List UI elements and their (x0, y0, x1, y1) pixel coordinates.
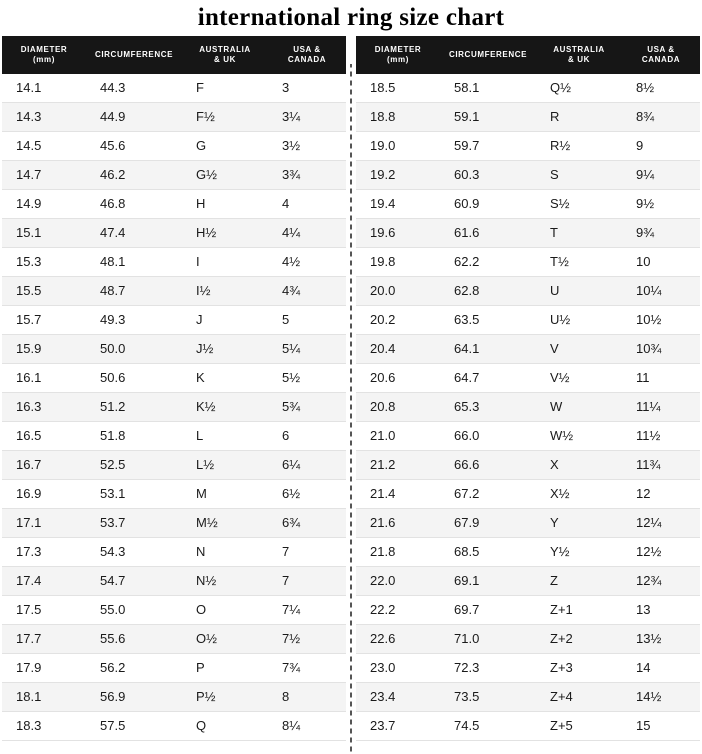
left-table-body (2, 74, 346, 741)
cell-diameter: 15.1 (2, 219, 86, 248)
cell-circumference: 73.5 (440, 683, 536, 712)
right-col-header-australia-uk (536, 36, 622, 74)
cell-circumference: 46.8 (86, 190, 182, 219)
cell-usa-canada: 4¼ (268, 219, 346, 248)
cell-usa-canada: 14 (622, 654, 700, 683)
cell-circumference: 62.2 (440, 248, 536, 277)
cell-circumference: 47.4 (86, 219, 182, 248)
table-row (356, 364, 700, 393)
cell-australia-uk: M (182, 480, 268, 509)
cell-circumference: 55.6 (86, 625, 182, 654)
cell-usa-canada: 5¼ (268, 335, 346, 364)
cell-circumference: 59.1 (440, 103, 536, 132)
cell-diameter: 21.2 (356, 451, 440, 480)
cell-usa-canada: 13½ (622, 625, 700, 654)
cell-diameter: 18.3 (2, 712, 86, 741)
cell-diameter: 16.5 (2, 422, 86, 451)
table-row (356, 190, 700, 219)
cell-australia-uk: S (536, 161, 622, 190)
cell-circumference: 45.6 (86, 132, 182, 161)
cell-usa-canada: 9 (622, 132, 700, 161)
table-row (356, 654, 700, 683)
cell-circumference: 74.5 (440, 712, 536, 741)
left-col-header-usa-canada-line1: USA & (293, 45, 321, 54)
cell-australia-uk: P½ (182, 683, 268, 712)
cell-diameter: 14.5 (2, 132, 86, 161)
cell-circumference: 69.1 (440, 567, 536, 596)
left-col-header-usa-canada-line2: CANADA (287, 55, 327, 64)
cell-australia-uk: Y (536, 509, 622, 538)
table-row (2, 422, 346, 451)
table-row (356, 509, 700, 538)
cell-circumference: 65.3 (440, 393, 536, 422)
cell-circumference: 58.1 (440, 74, 536, 103)
right-col-header-circumference (440, 36, 536, 74)
cell-usa-canada: 4 (268, 190, 346, 219)
cell-usa-canada: 9¼ (622, 161, 700, 190)
cell-circumference: 66.0 (440, 422, 536, 451)
cell-australia-uk: I (182, 248, 268, 277)
left-size-table (2, 36, 346, 741)
cell-circumference: 48.7 (86, 277, 182, 306)
divider-line (350, 64, 352, 754)
cell-diameter: 16.3 (2, 393, 86, 422)
cell-australia-uk: J½ (182, 335, 268, 364)
cell-australia-uk: U (536, 277, 622, 306)
cell-circumference: 64.1 (440, 335, 536, 364)
left-col-header-circumference-line1: CIRCUMFERENCE (94, 50, 174, 59)
cell-usa-canada: 15 (622, 712, 700, 741)
table-row (2, 306, 346, 335)
right-col-header-circumference-line1: CIRCUMFERENCE (448, 50, 528, 59)
cell-australia-uk: Z+2 (536, 625, 622, 654)
cell-australia-uk: H (182, 190, 268, 219)
cell-circumference: 61.6 (440, 219, 536, 248)
cell-circumference: 57.5 (86, 712, 182, 741)
table-row (2, 538, 346, 567)
cell-circumference: 56.2 (86, 654, 182, 683)
cell-australia-uk: O½ (182, 625, 268, 654)
table-row (356, 161, 700, 190)
cell-circumference: 60.9 (440, 190, 536, 219)
right-col-header-diameter (356, 36, 440, 74)
cell-diameter: 18.5 (356, 74, 440, 103)
left-col-header-diameter (2, 36, 86, 74)
left-col-header-australia-uk-line2: & UK (214, 55, 236, 64)
cell-circumference: 56.9 (86, 683, 182, 712)
table-row (2, 74, 346, 103)
cell-usa-canada: 12 (622, 480, 700, 509)
page-title: international ring size chart (197, 4, 505, 31)
cell-diameter: 20.6 (356, 364, 440, 393)
cell-diameter: 17.3 (2, 538, 86, 567)
cell-diameter: 16.1 (2, 364, 86, 393)
cell-usa-canada: 4¾ (268, 277, 346, 306)
cell-australia-uk: L (182, 422, 268, 451)
cell-australia-uk: G½ (182, 161, 268, 190)
table-row (356, 451, 700, 480)
table-row (2, 451, 346, 480)
table-row (2, 625, 346, 654)
cell-usa-canada: 3¾ (268, 161, 346, 190)
cell-australia-uk: X (536, 451, 622, 480)
cell-australia-uk: F½ (182, 103, 268, 132)
cell-diameter: 14.3 (2, 103, 86, 132)
cell-diameter: 17.9 (2, 654, 86, 683)
cell-circumference: 51.8 (86, 422, 182, 451)
cell-australia-uk: K (182, 364, 268, 393)
cell-usa-canada: 14½ (622, 683, 700, 712)
cell-diameter: 15.7 (2, 306, 86, 335)
cell-diameter: 22.6 (356, 625, 440, 654)
table-row (356, 219, 700, 248)
table-row (356, 74, 700, 103)
cell-circumference: 72.3 (440, 654, 536, 683)
cell-usa-canada: 7½ (268, 625, 346, 654)
cell-circumference: 59.7 (440, 132, 536, 161)
table-row (356, 248, 700, 277)
left-table-wrap (2, 36, 346, 741)
cell-circumference: 54.3 (86, 538, 182, 567)
cell-diameter: 17.5 (2, 596, 86, 625)
cell-usa-canada: 5¾ (268, 393, 346, 422)
vertical-divider (347, 36, 355, 754)
cell-diameter: 20.4 (356, 335, 440, 364)
cell-diameter: 14.1 (2, 74, 86, 103)
cell-usa-canada: 12¾ (622, 567, 700, 596)
table-row (356, 393, 700, 422)
cell-australia-uk: Q½ (536, 74, 622, 103)
cell-usa-canada: 6¾ (268, 509, 346, 538)
cell-usa-canada: 7 (268, 538, 346, 567)
table-row (356, 335, 700, 364)
table-row (2, 190, 346, 219)
cell-australia-uk: L½ (182, 451, 268, 480)
cell-diameter: 14.7 (2, 161, 86, 190)
left-col-header-diameter-line1: DIAMETER (20, 45, 68, 54)
cell-usa-canada: 11¼ (622, 393, 700, 422)
cell-circumference: 49.3 (86, 306, 182, 335)
cell-diameter: 18.8 (356, 103, 440, 132)
table-row (2, 161, 346, 190)
cell-diameter: 17.1 (2, 509, 86, 538)
cell-circumference: 52.5 (86, 451, 182, 480)
cell-diameter: 22.0 (356, 567, 440, 596)
table-row (356, 422, 700, 451)
cell-diameter: 19.8 (356, 248, 440, 277)
cell-usa-canada: 12¼ (622, 509, 700, 538)
cell-circumference: 46.2 (86, 161, 182, 190)
table-row (2, 364, 346, 393)
cell-usa-canada: 10½ (622, 306, 700, 335)
table-row (356, 103, 700, 132)
cell-circumference: 67.2 (440, 480, 536, 509)
left-col-header-usa-canada (268, 36, 346, 74)
cell-usa-canada: 10¾ (622, 335, 700, 364)
table-row (2, 132, 346, 161)
cell-usa-canada: 3 (268, 74, 346, 103)
cell-diameter: 21.0 (356, 422, 440, 451)
cell-diameter: 23.0 (356, 654, 440, 683)
cell-diameter: 21.8 (356, 538, 440, 567)
cell-usa-canada: 3½ (268, 132, 346, 161)
cell-usa-canada: 3¼ (268, 103, 346, 132)
right-col-header-australia-uk-line2: & UK (568, 55, 590, 64)
table-row (356, 567, 700, 596)
table-row (2, 277, 346, 306)
table-row (356, 596, 700, 625)
cell-circumference: 69.7 (440, 596, 536, 625)
cell-australia-uk: Z+3 (536, 654, 622, 683)
cell-australia-uk: J (182, 306, 268, 335)
cell-australia-uk: Z+1 (536, 596, 622, 625)
cell-usa-canada: 7 (268, 567, 346, 596)
cell-usa-canada: 10¼ (622, 277, 700, 306)
table-row (356, 132, 700, 161)
cell-australia-uk: Y½ (536, 538, 622, 567)
cell-diameter: 17.7 (2, 625, 86, 654)
cell-usa-canada: 13 (622, 596, 700, 625)
cell-diameter: 21.4 (356, 480, 440, 509)
cell-australia-uk: Z+5 (536, 712, 622, 741)
right-col-header-usa-canada-line2: CANADA (641, 55, 681, 64)
table-row (2, 567, 346, 596)
cell-circumference: 64.7 (440, 364, 536, 393)
cell-australia-uk: V½ (536, 364, 622, 393)
cell-australia-uk: W (536, 393, 622, 422)
cell-diameter: 19.2 (356, 161, 440, 190)
cell-circumference: 63.5 (440, 306, 536, 335)
table-row (356, 277, 700, 306)
cell-circumference: 71.0 (440, 625, 536, 654)
right-size-table (356, 36, 700, 741)
cell-australia-uk: X½ (536, 480, 622, 509)
cell-australia-uk: S½ (536, 190, 622, 219)
cell-circumference: 50.0 (86, 335, 182, 364)
cell-australia-uk: R (536, 103, 622, 132)
cell-usa-canada: 11½ (622, 422, 700, 451)
right-col-header-usa-canada-line1: USA & (647, 45, 675, 54)
table-row (356, 683, 700, 712)
cell-australia-uk: I½ (182, 277, 268, 306)
cell-australia-uk: Q (182, 712, 268, 741)
cell-australia-uk: N½ (182, 567, 268, 596)
table-row (2, 683, 346, 712)
cell-australia-uk: N (182, 538, 268, 567)
cell-circumference: 44.3 (86, 74, 182, 103)
left-col-header-australia-uk (182, 36, 268, 74)
cell-circumference: 54.7 (86, 567, 182, 596)
left-col-header-australia-uk-line1: AUSTRALIA (199, 45, 251, 54)
cell-diameter: 16.9 (2, 480, 86, 509)
cell-australia-uk: W½ (536, 422, 622, 451)
cell-usa-canada: 8½ (622, 74, 700, 103)
cell-diameter: 20.8 (356, 393, 440, 422)
table-row (356, 480, 700, 509)
cell-australia-uk: K½ (182, 393, 268, 422)
cell-usa-canada: 5½ (268, 364, 346, 393)
cell-circumference: 48.1 (86, 248, 182, 277)
table-row (356, 306, 700, 335)
left-table-head (2, 36, 346, 74)
cell-usa-canada: 12½ (622, 538, 700, 567)
cell-australia-uk: O (182, 596, 268, 625)
table-row (2, 335, 346, 364)
cell-australia-uk: R½ (536, 132, 622, 161)
cell-usa-canada: 9¾ (622, 219, 700, 248)
cell-australia-uk: U½ (536, 306, 622, 335)
cell-diameter: 14.9 (2, 190, 86, 219)
cell-circumference: 53.7 (86, 509, 182, 538)
table-row (2, 248, 346, 277)
cell-circumference: 68.5 (440, 538, 536, 567)
cell-usa-canada: 11¾ (622, 451, 700, 480)
table-row (2, 219, 346, 248)
table-row (2, 103, 346, 132)
cell-circumference: 67.9 (440, 509, 536, 538)
right-header-row (356, 36, 700, 74)
left-header-row (2, 36, 346, 74)
right-table-head (356, 36, 700, 74)
left-col-header-circumference (86, 36, 182, 74)
table-row (2, 596, 346, 625)
right-table-wrap (356, 36, 700, 741)
cell-australia-uk: V (536, 335, 622, 364)
table-row (2, 393, 346, 422)
cell-usa-canada: 6¼ (268, 451, 346, 480)
table-row (356, 712, 700, 741)
cell-diameter: 17.4 (2, 567, 86, 596)
cell-diameter: 18.1 (2, 683, 86, 712)
right-col-header-diameter-line2: (mm) (387, 55, 409, 64)
table-row (2, 712, 346, 741)
cell-australia-uk: F (182, 74, 268, 103)
cell-diameter: 19.0 (356, 132, 440, 161)
cell-circumference: 60.3 (440, 161, 536, 190)
right-table-body (356, 74, 700, 741)
left-col-header-diameter-line2: (mm) (33, 55, 55, 64)
cell-diameter: 19.6 (356, 219, 440, 248)
table-row (356, 538, 700, 567)
cell-circumference: 62.8 (440, 277, 536, 306)
cell-circumference: 44.9 (86, 103, 182, 132)
cell-diameter: 20.0 (356, 277, 440, 306)
cell-diameter: 15.5 (2, 277, 86, 306)
table-row (356, 625, 700, 654)
cell-circumference: 66.6 (440, 451, 536, 480)
cell-usa-canada: 8 (268, 683, 346, 712)
cell-diameter: 23.7 (356, 712, 440, 741)
table-row (2, 480, 346, 509)
cell-usa-canada: 7¼ (268, 596, 346, 625)
cell-australia-uk: P (182, 654, 268, 683)
cell-usa-canada: 11 (622, 364, 700, 393)
cell-circumference: 53.1 (86, 480, 182, 509)
right-col-header-usa-canada (622, 36, 700, 74)
cell-australia-uk: T (536, 219, 622, 248)
cell-australia-uk: Z+4 (536, 683, 622, 712)
cell-usa-canada: 6½ (268, 480, 346, 509)
cell-circumference: 50.6 (86, 364, 182, 393)
cell-diameter: 15.9 (2, 335, 86, 364)
cell-diameter: 19.4 (356, 190, 440, 219)
tables-container (0, 36, 702, 754)
cell-usa-canada: 9½ (622, 190, 700, 219)
cell-australia-uk: M½ (182, 509, 268, 538)
cell-diameter: 16.7 (2, 451, 86, 480)
right-col-header-australia-uk-line1: AUSTRALIA (553, 45, 605, 54)
cell-diameter: 21.6 (356, 509, 440, 538)
cell-usa-canada: 4½ (268, 248, 346, 277)
table-row (2, 509, 346, 538)
cell-australia-uk: Z (536, 567, 622, 596)
cell-usa-canada: 8¼ (268, 712, 346, 741)
cell-australia-uk: H½ (182, 219, 268, 248)
cell-usa-canada: 6 (268, 422, 346, 451)
right-col-header-diameter-line1: DIAMETER (374, 45, 422, 54)
cell-usa-canada: 8¾ (622, 103, 700, 132)
cell-diameter: 15.3 (2, 248, 86, 277)
cell-usa-canada: 5 (268, 306, 346, 335)
cell-usa-canada: 10 (622, 248, 700, 277)
cell-diameter: 23.4 (356, 683, 440, 712)
cell-australia-uk: T½ (536, 248, 622, 277)
cell-circumference: 55.0 (86, 596, 182, 625)
cell-diameter: 20.2 (356, 306, 440, 335)
cell-australia-uk: G (182, 132, 268, 161)
cell-diameter: 22.2 (356, 596, 440, 625)
table-row (2, 654, 346, 683)
cell-circumference: 51.2 (86, 393, 182, 422)
cell-usa-canada: 7¾ (268, 654, 346, 683)
